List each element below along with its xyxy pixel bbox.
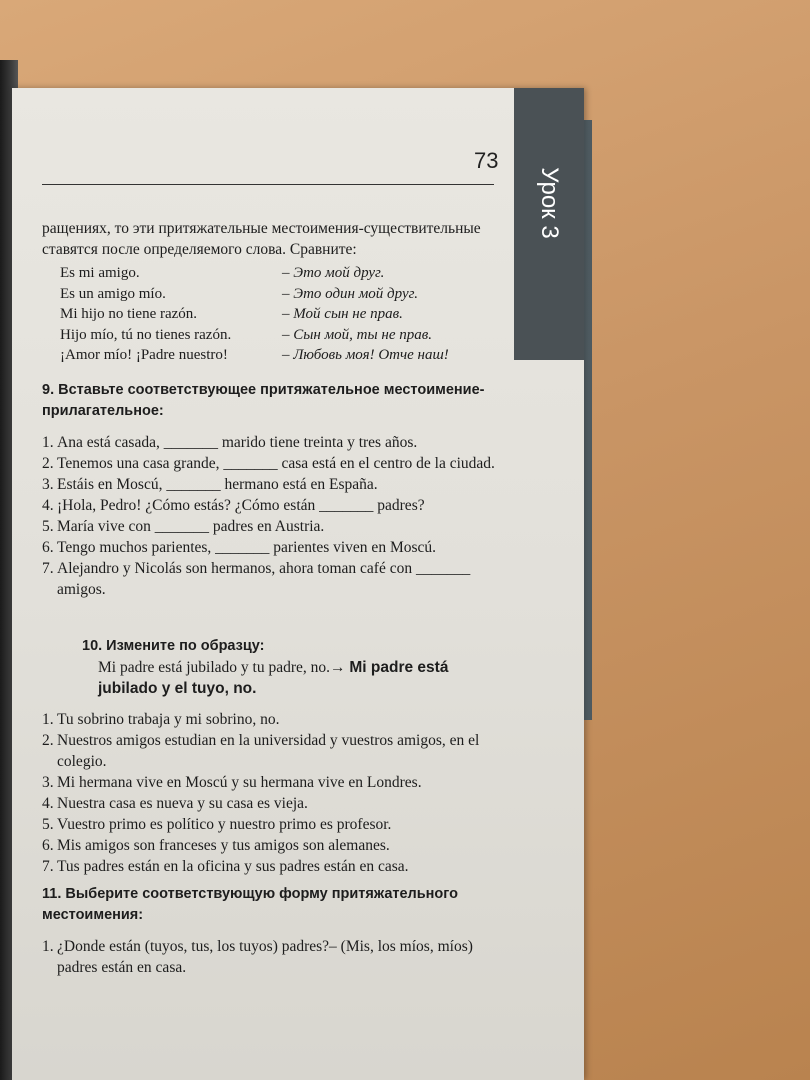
example-pair — [60, 345, 500, 366]
list-item: 5. Vuestro primo es político y nuestro primo es profesor. — [42, 816, 392, 833]
exercise-9-title: 9. Вставьте соответствующее притяжательное местоимение-прилагательное: — [42, 382, 485, 419]
example-ru: – Любовь моя! Отче наш! — [282, 347, 449, 363]
example-es: Mi hijo no tiene razón. — [60, 306, 198, 322]
chapter-tab — [514, 88, 584, 360]
exercise-11-title: 11. Выберите соответствующую форму притяжательного местоимения: — [42, 886, 458, 923]
example-es: Es un amigo mío. — [60, 285, 166, 302]
list-item: 4. ¡Hola, Pedro! ¿Cómo estás? ¿Cómo están _______ padres? — [42, 497, 425, 514]
example-pair — [60, 263, 500, 284]
exercise-11-list — [42, 936, 502, 978]
list-item: 5. María vive con _______ padres en Austria. — [42, 518, 325, 535]
exercise-10 — [42, 636, 502, 877]
list-item: 7. Tus padres están en la oficina y sus padres están en casa. — [42, 858, 409, 875]
list-item: 2. Nuestros amigos estudian en la universidad y vuestros amigos, en el colegio. — [42, 732, 480, 770]
exercise-10-title: 10. Измените по образцу: — [82, 638, 265, 654]
list-item: 4. Nuestra casa es nueva y su casa es vieja. — [42, 795, 308, 812]
model-plain: Mi padre está jubilado y tu padre, no.→ — [98, 659, 350, 676]
page-number: 73 — [474, 148, 499, 173]
example-es: Es mi amigo. — [60, 265, 140, 281]
exercise-11 — [42, 884, 502, 978]
list-item: 6. Mis amigos son franceses y tus amigos son alemanes. — [42, 837, 390, 854]
list-item: 1. Tu sobrino trabaja y mi sobrino, no. — [42, 711, 280, 728]
exercise-10-model — [42, 657, 502, 699]
list-item: 7. Alejandro y Nicolás son hermanos, ahora toman café con _______ amigos. — [42, 560, 471, 598]
exercise-9 — [42, 380, 502, 600]
example-ru: – Сын мой, ты не прав. — [282, 326, 433, 343]
list-item: 3. Mi hermana vive en Moscú y su hermana vive en Londres. — [42, 774, 422, 791]
intro-paragraph: ращениях, то эти притяжательные местоимения-существительные ставятся после определяемого слова. Сравните: — [42, 220, 481, 258]
chapter-tab-label: Урок 3 — [536, 167, 563, 239]
example-es: Hijo mío, tú no tienes razón. — [60, 326, 232, 343]
list-item: 3. Estáis en Moscú, _______ hermano está en España. — [42, 476, 378, 493]
book-page — [12, 88, 584, 1080]
list-item: 1. ¿Donde están (tuyos, tus, los tuyos) padres?– (Mis, los míos, míos) padres están en casa. — [42, 938, 473, 976]
example-pair — [60, 284, 500, 305]
model-bold: Mi padre está jubilado y el tuyo, no. — [98, 659, 449, 697]
exercise-9-list — [42, 432, 502, 600]
list-item: 2. Tenemos una casa grande, _______ casa está en el centro de la ciudad. — [42, 455, 495, 472]
list-item: 6. Tengo muchos parientes, _______ parientes viven en Moscú. — [42, 539, 437, 556]
header-rule — [42, 184, 494, 185]
example-ru: – Это мой друг. — [282, 265, 385, 281]
list-item: 1. Ana está casada, _______ marido tiene treinta y tres años. — [42, 434, 418, 451]
example-ru: – Мой сын не прав. — [282, 306, 403, 322]
example-es: ¡Amor mío! ¡Padre nuestro! — [60, 347, 228, 363]
exercise-10-list — [42, 709, 502, 877]
example-pair — [60, 325, 500, 346]
example-pairs — [60, 263, 500, 366]
example-pair — [60, 304, 500, 325]
example-ru: – Это один мой друг. — [282, 285, 419, 302]
